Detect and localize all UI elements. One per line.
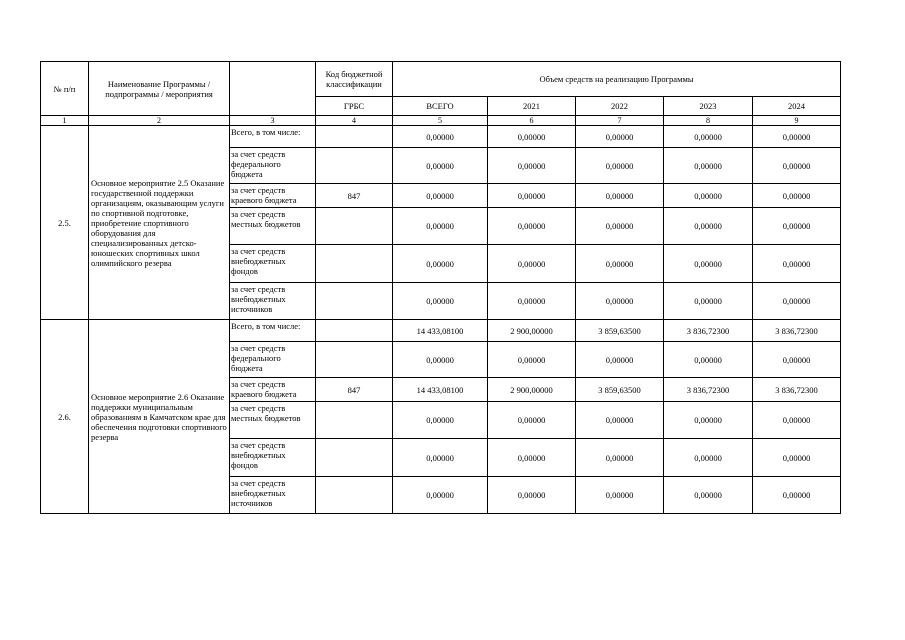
year-amount: 0,00000 — [664, 439, 753, 477]
funding-source: Всего, в том числе: — [230, 126, 316, 148]
header-name: Наименование Программы / подпрограммы / мероприятия — [89, 62, 230, 116]
year-amount: 0,00000 — [488, 148, 576, 184]
col-number: 6 — [488, 116, 576, 126]
year-amount: 0,00000 — [664, 245, 753, 283]
year-amount: 0,00000 — [664, 342, 753, 378]
total-amount: 0,00000 — [393, 283, 488, 320]
grbs-code: 847 — [316, 184, 393, 208]
grbs-code — [316, 245, 393, 283]
year-amount: 0,00000 — [753, 439, 841, 477]
header-volume: Объем средств на реализацию Программы — [393, 62, 841, 97]
grbs-code: 847 — [316, 378, 393, 402]
total-amount: 0,00000 — [393, 184, 488, 208]
year-amount: 0,00000 — [753, 208, 841, 245]
year-amount: 0,00000 — [488, 439, 576, 477]
total-amount: 0,00000 — [393, 245, 488, 283]
year-amount: 0,00000 — [576, 148, 664, 184]
funding-source: Всего, в том числе: — [230, 320, 316, 342]
col-number: 5 — [393, 116, 488, 126]
total-amount: 0,00000 — [393, 402, 488, 439]
grbs-code — [316, 283, 393, 320]
year-amount: 0,00000 — [576, 439, 664, 477]
column-numbers-row — [41, 116, 841, 126]
year-amount: 0,00000 — [576, 402, 664, 439]
grbs-code — [316, 148, 393, 184]
year-amount: 0,00000 — [664, 208, 753, 245]
grbs-code — [316, 342, 393, 378]
funding-source: за счет средств федерального бюджета — [230, 148, 316, 184]
year-amount: 0,00000 — [753, 148, 841, 184]
grbs-code — [316, 126, 393, 148]
col-number: 4 — [316, 116, 393, 126]
program-funding-table — [40, 61, 841, 514]
header-source-blank — [230, 62, 316, 116]
year-amount: 0,00000 — [576, 283, 664, 320]
col-number: 3 — [230, 116, 316, 126]
header-total: ВСЕГО — [393, 97, 488, 116]
year-amount: 0,00000 — [664, 402, 753, 439]
year-amount: 0,00000 — [488, 342, 576, 378]
grbs-code — [316, 477, 393, 514]
grbs-code — [316, 439, 393, 477]
funding-source: за счет средств внебюджетных источников — [230, 477, 316, 514]
total-amount: 14 433,08100 — [393, 378, 488, 402]
col-number: 9 — [753, 116, 841, 126]
year-amount: 3 836,72300 — [753, 320, 841, 342]
year-amount: 0,00000 — [753, 126, 841, 148]
year-amount: 0,00000 — [488, 245, 576, 283]
total-amount: 0,00000 — [393, 126, 488, 148]
year-amount: 0,00000 — [664, 148, 753, 184]
year-amount: 0,00000 — [488, 477, 576, 514]
funding-source: за счет средств краевого бюджета — [230, 184, 316, 208]
year-amount: 0,00000 — [753, 184, 841, 208]
header-year: 2022 — [576, 97, 664, 116]
col-number: 8 — [664, 116, 753, 126]
header-budget-code: Код бюджетной классификации — [316, 62, 393, 97]
year-amount: 2 900,00000 — [488, 378, 576, 402]
year-amount: 0,00000 — [753, 402, 841, 439]
year-amount: 3 859,63500 — [576, 320, 664, 342]
total-amount: 0,00000 — [393, 477, 488, 514]
year-amount: 0,00000 — [576, 245, 664, 283]
year-amount: 3 836,72300 — [664, 320, 753, 342]
funding-source: за счет средств внебюджетных источников — [230, 283, 316, 320]
year-amount: 0,00000 — [576, 126, 664, 148]
year-amount: 0,00000 — [488, 402, 576, 439]
funding-source: за счет средств местных бюджетов — [230, 208, 316, 245]
year-amount: 2 900,00000 — [488, 320, 576, 342]
year-amount: 0,00000 — [753, 283, 841, 320]
year-amount: 0,00000 — [576, 184, 664, 208]
year-amount: 3 836,72300 — [664, 378, 753, 402]
funding-row — [41, 320, 841, 342]
year-amount: 0,00000 — [576, 208, 664, 245]
year-amount: 0,00000 — [664, 126, 753, 148]
total-amount: 0,00000 — [393, 208, 488, 245]
year-amount: 0,00000 — [753, 342, 841, 378]
total-amount: 0,00000 — [393, 148, 488, 184]
funding-source: за счет средств местных бюджетов — [230, 402, 316, 439]
year-amount: 0,00000 — [753, 477, 841, 514]
header-num: № п/п — [41, 62, 89, 116]
col-number: 7 — [576, 116, 664, 126]
funding-row — [41, 126, 841, 148]
year-amount: 0,00000 — [664, 283, 753, 320]
block-name: Основное мероприятие 2.5 Оказание государственной поддержки организациям, оказывающим услуги по спортивной подготовке, приобретение спортивного оборудования для специализированных детско-юношеских спортивных школ олимпийского резерва — [89, 126, 230, 320]
funding-source: за счет средств федерального бюджета — [230, 342, 316, 378]
year-amount: 3 859,63500 — [576, 378, 664, 402]
header-year: 2021 — [488, 97, 576, 116]
col-number: 2 — [89, 116, 230, 126]
year-amount: 0,00000 — [664, 477, 753, 514]
grbs-code — [316, 208, 393, 245]
header-year: 2023 — [664, 97, 753, 116]
header-row-1 — [41, 62, 841, 97]
total-amount: 0,00000 — [393, 342, 488, 378]
funding-source: за счет средств краевого бюджета — [230, 378, 316, 402]
block-number: 2.6. — [41, 320, 89, 514]
grbs-code — [316, 320, 393, 342]
total-amount: 14 433,08100 — [393, 320, 488, 342]
year-amount: 0,00000 — [488, 208, 576, 245]
funding-source: за счет средств внебюджетных фондов — [230, 245, 316, 283]
grbs-code — [316, 402, 393, 439]
year-amount: 0,00000 — [488, 184, 576, 208]
year-amount: 3 836,72300 — [753, 378, 841, 402]
block-name: Основное мероприятие 2.6 Оказание поддержки муниципальным образованиям в Камчатском крае для обеспечения подготовки спортивного резерва — [89, 320, 230, 514]
total-amount: 0,00000 — [393, 439, 488, 477]
year-amount: 0,00000 — [488, 283, 576, 320]
header-grbs: ГРБС — [316, 97, 393, 116]
block-number: 2.5. — [41, 126, 89, 320]
col-number: 1 — [41, 116, 89, 126]
header-year: 2024 — [753, 97, 841, 116]
year-amount: 0,00000 — [753, 245, 841, 283]
year-amount: 0,00000 — [664, 184, 753, 208]
year-amount: 0,00000 — [576, 477, 664, 514]
year-amount: 0,00000 — [488, 126, 576, 148]
year-amount: 0,00000 — [576, 342, 664, 378]
funding-source: за счет средств внебюджетных фондов — [230, 439, 316, 477]
